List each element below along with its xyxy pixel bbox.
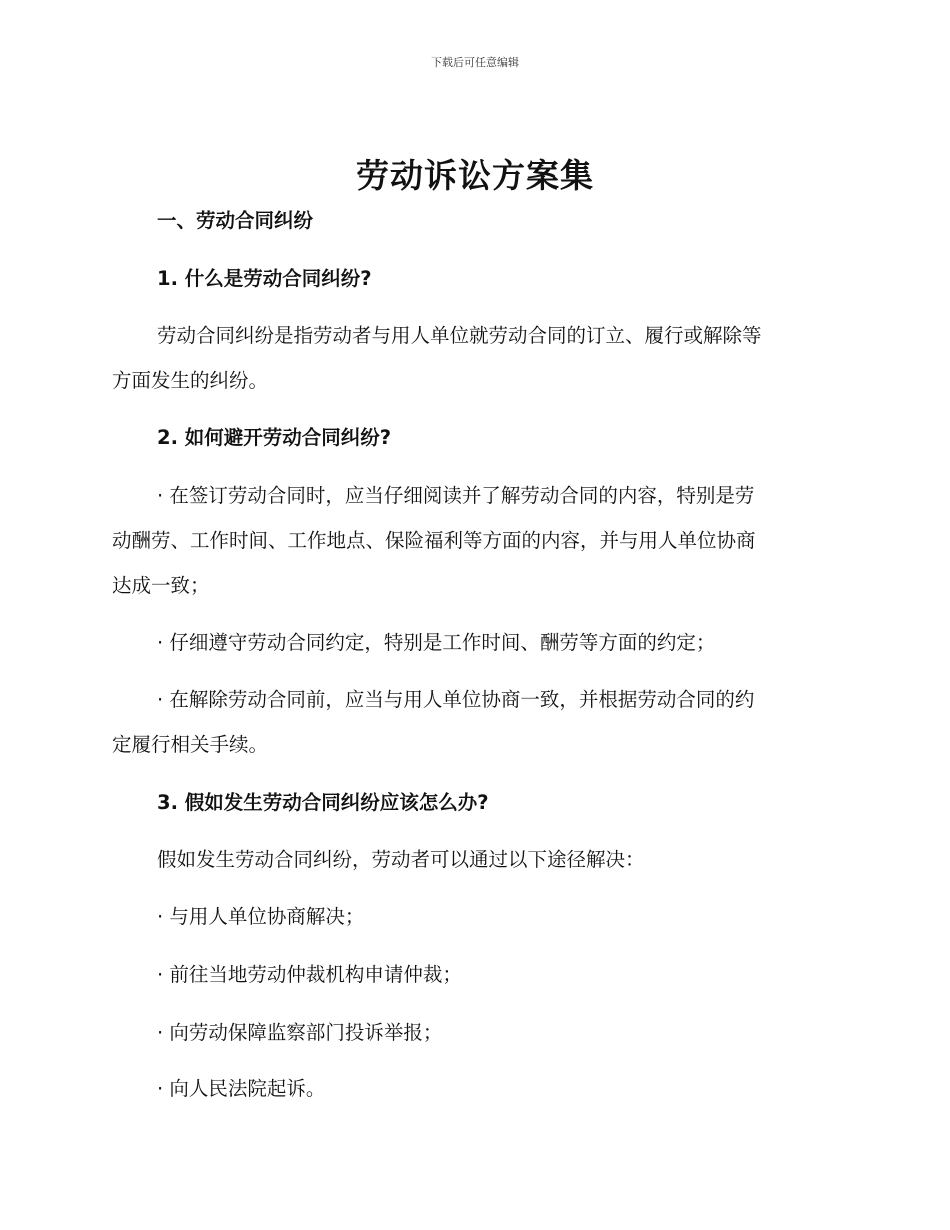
header-note: 下载后可任意编辑 xyxy=(431,56,519,69)
question-3-option-1: · 与用人单位协商解决； xyxy=(157,905,365,928)
section-heading: 一、劳动合同纠纷 xyxy=(157,209,314,232)
document-title: 劳动诉讼方案集 xyxy=(356,156,594,195)
question-1-heading: 1. 什么是劳动合同纠纷? xyxy=(157,267,372,290)
question-3-heading: 3. 假如发生劳动合同纠纷应该怎么办? xyxy=(157,791,489,814)
question-2-bullet-2: · 仔细遵守劳动合同约定，特别是工作时间、酬劳等方面的约定； xyxy=(157,631,716,654)
question-2-heading: 2. 如何避开劳动合同纠纷? xyxy=(157,426,392,449)
question-2-bullet-1-line-2: 动酬劳、工作时间、工作地点、保险福利等方面的内容，并与用人单位协商 xyxy=(112,529,756,552)
question-3-option-4: · 向人民法院起诉。 xyxy=(157,1077,326,1100)
question-2-bullet-3-line-2: 定履行相关手续。 xyxy=(112,733,269,756)
question-3-intro: 假如发生劳动合同纠纷，劳动者可以通过以下途径解决： xyxy=(157,848,645,871)
question-1-paragraph-line-2: 方面发生的纠纷。 xyxy=(112,369,269,392)
question-2-bullet-1-line-1: · 在签订劳动合同时，应当仔细阅读并了解劳动合同的内容，特别是劳 xyxy=(157,484,755,507)
question-1-paragraph-line-1: 劳动合同纠纷是指劳动者与用人单位就劳动合同的订立、履行或解除等 xyxy=(157,324,762,347)
question-2-bullet-1-line-3: 达成一致； xyxy=(112,574,210,597)
question-2-bullet-3-line-1: · 在解除劳动合同前，应当与用人单位协商一致，并根据劳动合同的约 xyxy=(157,688,755,711)
question-3-option-3: · 向劳动保障监察部门投诉举报； xyxy=(157,1021,443,1044)
question-3-option-2: · 前往当地劳动仲裁机构申请仲裁； xyxy=(157,963,462,986)
